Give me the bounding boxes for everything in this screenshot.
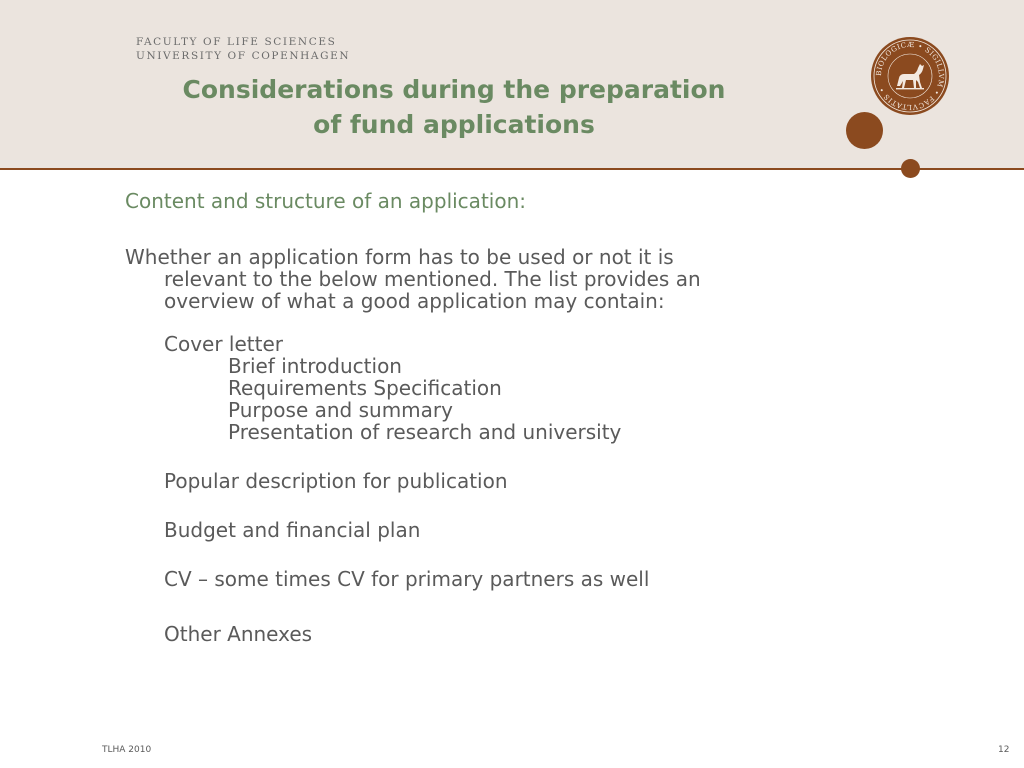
list-item-popular-description: Popular description for publication [164, 469, 508, 493]
list-item-cv: CV – some times CV for primary partners as well [164, 567, 650, 591]
footer-label: TLHA 2010 [102, 745, 152, 755]
slide-title [120, 72, 788, 142]
sub-item-presentation: Presentation of research and university [228, 420, 622, 444]
university-name: UNIVERSITY OF COPENHAGEN [136, 50, 351, 62]
decorative-circle-large [846, 112, 883, 149]
intro-text-line-3: overview of what a good application may contain: [164, 289, 665, 313]
list-item-budget: Budget and financial plan [164, 518, 421, 542]
sub-item-requirements-specification: Requirements Specification [228, 376, 502, 400]
university-seal-logo [870, 36, 950, 116]
decorative-circle-small [901, 159, 920, 178]
sub-item-purpose-summary: Purpose and summary [228, 398, 453, 422]
list-item-other-annexes: Other Annexes [164, 622, 313, 646]
slide-title-line-2: of fund applications [313, 110, 595, 139]
list-item-cover-letter: Cover letter [164, 332, 283, 356]
faculty-name: FACULTY OF LIFE SCIENCES [136, 36, 337, 48]
sub-item-brief-introduction: Brief introduction [228, 354, 402, 378]
header-divider [0, 168, 1024, 170]
page-number: 12 [998, 745, 1010, 755]
slide-title-line-1: Considerations during the preparation [182, 75, 726, 104]
section-subheading: Content and structure of an application: [125, 189, 526, 213]
intro-text-line-1: Whether an application form has to be used or not it is [125, 245, 674, 269]
intro-text-line-2: relevant to the below mentioned. The list provides an [164, 267, 701, 291]
seal-lettering: BIOLOGICÆ • SIGILLVM • FACVLTATIS • [874, 40, 946, 112]
